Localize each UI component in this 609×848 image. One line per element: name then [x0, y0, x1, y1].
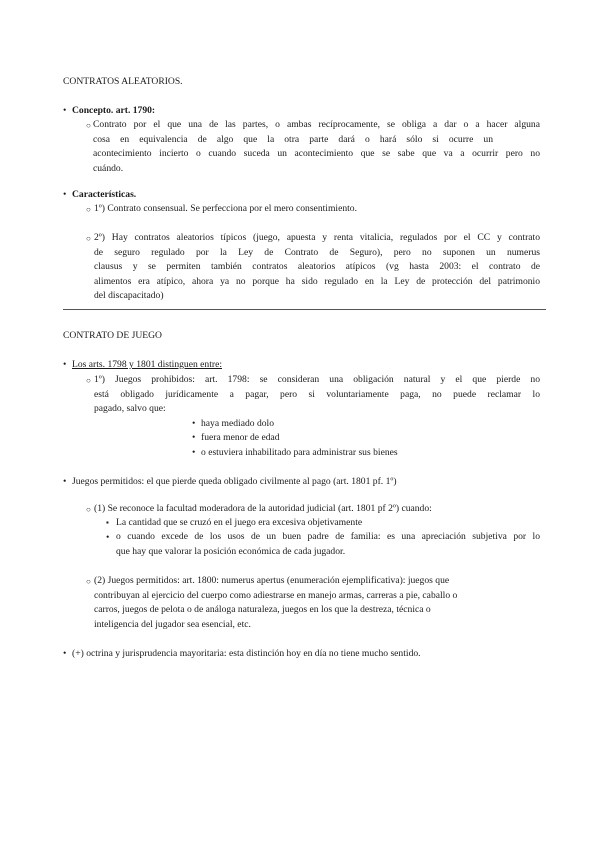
- text-line: acontecimiento incierto o cuando suceda un acontecimiento que se sabe que va a ocurrir pero no: [93, 148, 540, 160]
- horizontal-divider: [63, 309, 546, 310]
- text-line: pagado, salvo que:: [94, 403, 166, 415]
- concepto-text: [93, 118, 540, 176]
- salvo-item: haya mediado dolo: [201, 418, 274, 429]
- circle-bullet: ○: [86, 121, 91, 130]
- circle-bullet: ○: [86, 577, 91, 586]
- text-line: alimentos era atípico, ahora ya no porque ha sido regulado en la Ley de protección del patrimonio: [94, 275, 540, 287]
- permitidos-sub1: La cantidad que se cruzó en el juego era excesiva objetivamente: [116, 517, 363, 528]
- text-line: inteligencia del jugador sea esencial, etc.: [94, 618, 251, 630]
- bullet-dot: •: [63, 359, 67, 370]
- heading-contratos-aleatorios: CONTRATOS ALEATORIOS.: [63, 76, 183, 87]
- bullet-dot: •: [63, 476, 67, 487]
- text-line: que hay que valorar la posición económica de cada jugador.: [116, 545, 346, 557]
- circle-bullet: ○: [86, 505, 91, 514]
- bullet-dot: •: [106, 532, 110, 543]
- circle-bullet: ○: [86, 205, 91, 214]
- circle-bullet: ○: [86, 376, 91, 385]
- text-line: contribuyan al ejercicio del cuerpo como adiestrarse en manejo armas, carreras a pie, caballo o: [94, 589, 458, 601]
- concepto-label: Concepto. art. 1790:: [72, 105, 156, 116]
- text-line: 1º) Juegos prohibidos: art. 1798: se consideran una obligación natural y el que pierde no: [94, 374, 540, 385]
- text-line: del discapacitado): [94, 290, 164, 302]
- text-line: o cuando excede de los usos de un buen padre de familia: es una apreciación subjetiva por lo: [116, 531, 540, 542]
- caracteristicas-label: Características.: [72, 189, 137, 200]
- permitidos-sub2: [116, 530, 540, 559]
- permitidos-item1: (1) Se reconoce la facultad moderadora de la autoridad judicial (art. 1801 pf 2º) cuando:: [94, 503, 432, 514]
- text-line: cuándo.: [93, 162, 124, 174]
- arts-label: Los arts. 1798 y 1801 distinguen entre:: [72, 359, 223, 370]
- salvo-item: o estuviera inhabilitado para administrar sus bienes: [201, 447, 398, 458]
- text-line: 2º) Hay contratos aleatorios típicos (juego, apuesta y renta vitalicia, regulados por el CC y contrato: [94, 232, 540, 243]
- doctrina-text: (+) octrina y jurisprudencia mayoritaria: esta distinción hoy en día no tiene mucho sentido.: [72, 648, 421, 659]
- bullet-dot: •: [63, 648, 67, 659]
- text-line: Contrato por el que una de las partes, o ambas recíprocamente, se obliga a dar o a hacer alguna: [93, 119, 540, 130]
- permitidos-label: Juegos permitidos: el que pierde queda obligado civilmente al pago (art. 1801 pf. 1º): [72, 476, 397, 487]
- bullet-dot: •: [63, 105, 67, 116]
- text-line: clausus y se permiten también contratos aleatorios atípicos (vg hasta 2003: el contrato de: [94, 261, 540, 273]
- circle-bullet: ○: [86, 234, 91, 243]
- text-line: (2) Juegos permitidos: art. 1800: numerus apertus (enumeración ejemplificativa): juegos que: [94, 575, 450, 586]
- bullet-dot: •: [192, 432, 196, 443]
- bullet-dot: •: [192, 447, 196, 458]
- bullet-dot: •: [63, 189, 67, 200]
- bullet-dot: •: [192, 418, 196, 429]
- caracteristicas-item1: 1º) Contrato consensual. Se perfecciona por el mero consentimiento.: [94, 203, 357, 214]
- text-line: está obligado jurídicamente a pagar, pero si voluntariamente paga, no puede reclamar lo: [94, 388, 540, 400]
- text-line: carros, juegos de pelota o de análoga naturaleza, juegos en los que la destreza, técnica o: [94, 604, 431, 616]
- juegos-prohibidos-text: [94, 373, 540, 417]
- dash-bullet: ▪: [106, 518, 109, 527]
- text-line: de seguro regulado por la Ley de Contrato de Seguro), pero no suponen un numerus: [94, 246, 540, 258]
- text-line: cosa en equivalencia de algo que la otra parte dará o hará sólo si ocurre un: [93, 133, 493, 145]
- heading-contrato-de-juego: CONTRATO DE JUEGO: [63, 330, 162, 341]
- permitidos-item2: [94, 574, 540, 632]
- salvo-item: fuera menor de edad: [201, 432, 280, 443]
- caracteristicas-item2: [94, 231, 540, 304]
